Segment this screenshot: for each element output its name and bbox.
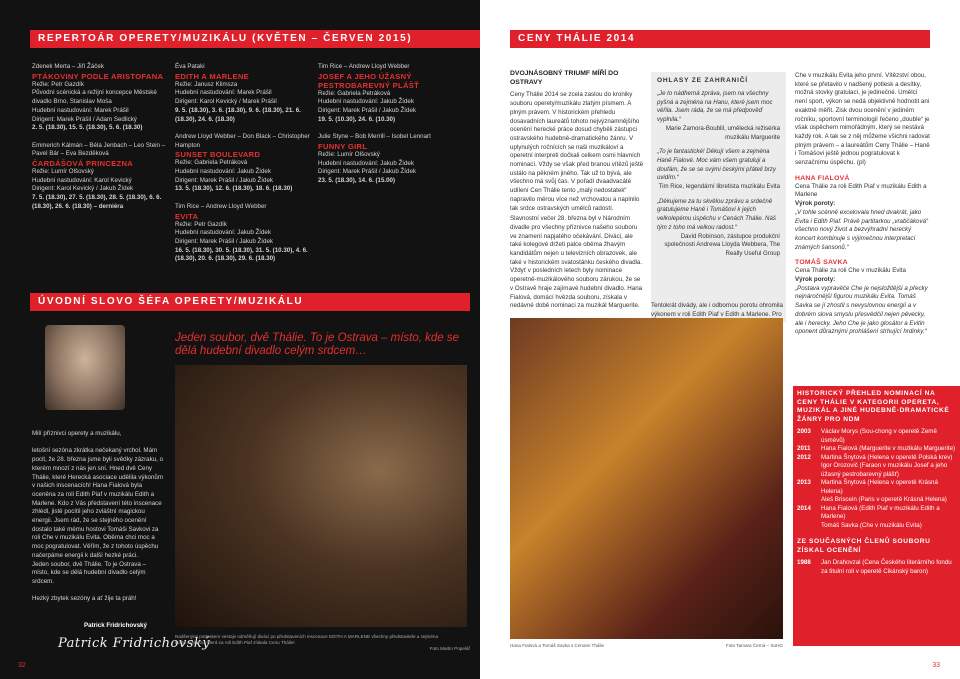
col2-line: EVITA [175,211,199,221]
col2-line: Hudební nastudování: Marek Prášil [175,89,272,97]
history-entry: Hana Fialová (Marguerite v muzikálu Marguerite) [821,445,956,452]
col2-line: EDITH A MARLENE [175,71,249,81]
col2-line: Režie: Janusz Klimsza [175,80,238,88]
col2-line: Éva Pataki [175,63,205,70]
history-entry: Jan Drahovzal (Cena Českého literárního fondu za titulní roli v operetě Cikánský baron) [821,559,952,575]
intro-paragraph: Hezký zbytek sezóny a ať žije ta práh! [32,595,137,603]
history-box [793,386,960,646]
history-row [793,462,960,479]
history-year: 2013 [797,479,811,486]
col1-line: Režie: Lumír Olšovský [32,168,94,176]
history-row [793,454,960,463]
col2-line: Hudební nastudování: Jakub Žídek [175,168,271,176]
col1-line: Emmerich Kálmán – Béla Jenbach – Leo Stein – Pavel Bár – Eva Bezděková [32,141,166,158]
ceny-column-1 [510,70,644,313]
ohlas-quote: „Je to nádherná zpráva, jsem na všechny pyšná a zejména na Hanu, které jsem moc věřila. Jsem ráda, že se má předpověď vyplnila.“ [657,90,773,124]
history-row [793,522,960,531]
ohlasy-list [651,90,786,259]
col3-line: Hudební nastudování: Jakub Žídek [318,98,414,106]
col3-line: Dirigent: Marek Prášil / Jakub Žídek [318,168,417,176]
col3-line: 23. 5. (18.30), 14. 6. (15.00) [318,177,396,185]
col1-line: Dirigent: Karol Kevický / Jakub Žídek [32,185,134,193]
ceny_col3-line: Cena Thálie za roli Edith Piaf v muzikálu Edith a Marlene [795,182,927,199]
repertoar-column-2 [175,63,310,264]
history-entry: Martina Šnytová (Helena v operetě Polská krev) [821,453,953,461]
history-year: 2014 [797,504,811,512]
ceny_col3-line: HANA FIALOVÁ [795,174,850,182]
winners-photo-credit: Foto Tamara Černá – SoHG [725,643,783,648]
history-year: 2012 [797,453,811,461]
ohlasy-box [651,72,786,322]
history-row [793,559,960,576]
ceny_col3-line: Výrok poroty: [795,200,836,208]
intro-paragraph [32,587,164,596]
ceny_col3-line: „Postava vypravěče Che je nejsložitější a přecky nejnáročnější figurou muzikálu Evita. Tomáš Savka se jí zhostil s nevyslovnou energií a v dobrém slova smyslu přesvědčil nejen pěvecky, ale i herecky. Jeho Che je jako glosátor a Evitin oponent důraznými prohlášení strhující hrdinky.“ [795,284,928,336]
page-number-right: 33 [932,662,940,669]
col1-line: Hudební nastudování: Karol Kevický [32,176,132,184]
ohlas-author: Marie Zamora-Boublil, umělecká režisérka muzikálu Marguerite [665,124,780,141]
history-title: HISTORICKÝ PŘEHLED NOMINACÍ NA CENY THÁLIE V KATEGORII OPERETA, MUZIKÁL A JINÉ HUDEBNĚ-DRAMATICKÉ ŽÁNRY PRO NDM [797,390,950,423]
col2-line: Dirigent: Marek Prášil / Jakub Žídek [175,176,274,184]
history2-title: ZE SOUČASNÝCH ČLENŮ SOUBORU ZÍSKAL OCENĚNÍ [797,538,931,554]
history-year: 1988 [797,559,811,566]
page-number-left: 32 [18,662,26,669]
history-year [797,462,821,479]
col2-line: Tim Rice – Andrew Lloyd Webber [175,202,267,210]
ceny_col1-line: Slavnostní večer 28. března byl v Národním divadle pro všechny příznivce našeho souboru ve znamení napjatého očekávání. Diváci, ale také kolegové držeti palce oběma žhavým kandidátům nejen u televizních obrazovek, ale také v historickém svatostánku českého divadla. Vždyť v posledních letech byly nominace operetně-muzikálového souboru zárukou, že se v Ostravě hraje zajímavé hudební divadlo. Hana Fialová, domácí hvězda souboru, získala v nedávné době nominaci za muzikál Marguerite. [510,215,643,310]
col3-line: Režie: Lumír Olšovský [318,150,380,158]
intro-paragraph: letošní sezóna zkrátka nečekaný vrchol. Mám pocit, že 28. března jsme byli svědky zázraku, o kterém mnozí z nás jen sní. Hned dvě Ceny Thálie, které Herecká asociace udělila výkonům v našich inscenacích! Hana Fialová byla oceněna za roli Edith Piaf v muzikálu Edith a Marlene. Kdo z Vás představení této inscenace zhlédl, jistě pocítil jeho zvláštní magickou energii. Jsem rád, že se stejného ocenění dostalo také mému hostovi Tomáši Savkovi za roli Che v muzikálu Evita. Oběma chci moc a moc pogratulovat. Věřím, že z tohoto úspěchu načerpáme energii k další hezké práci. [32,447,164,559]
col1-line: PTÁKOVINY PODLE ARISTOFANA [32,71,164,81]
intro-letter [32,430,164,604]
audience-photo [175,365,467,627]
col3-line: Hudební nastudování: Jakub Žídek [318,159,414,167]
col1-line: Režie: Petr Gazdík [32,80,84,88]
col2-line [175,124,310,133]
author-signature: Patrick Fridrichovský [58,636,211,651]
history-row [793,428,960,445]
ohlas-quote: „To je fantastické! Děkují všem a zejména Haně Fialové. Moc vám všem gratuluji a doufám, že se se svými českými přáteli brzy uvidím.“ [657,148,776,182]
col1-line [32,133,167,142]
col1-line: Dirigent: Marek Prášil / Adam Sedlický [32,115,137,123]
ceny_col3-line: „V tohle scénně excelovala hned dvakrát, jako Evita i Edith Piaf. Právě partitarkou „vrabčáková“ všechno nový život a bezvýhradní herecký koncert kombinuje s výjimečnou interpretací známých šansonů.“ [795,208,929,251]
tentokrat-text: Tentokrát divády, ale i odbornou porotu ohromila výkonem v roli Edith Piaf v Edith a Marlene. Pro [651,302,783,318]
col2-line: Dirigent: Karol Kevický / Marek Prášil [175,98,277,106]
ohlas-quote: „Děkujeme za tu skvělou zprávu a srdečně gratulujeme Haně i Tomášovi k jejich velkolepému úspěchu v Cenách Thálie. Náš tým z toho má velkou radost.“ [657,197,776,231]
col2-line: 13. 5. (18.30), 12. 6. (18.30), 18. 6. (18.30) [175,185,293,193]
ceny-column-3 [795,72,930,337]
winners-photo [510,318,783,639]
history-entry: Martina Šnytová (Helena v operetě Krásná Helena) [821,479,938,495]
history-year: 2003 [797,428,811,435]
col3-line: Tim Rice – Andrew Lloyd Webber [318,63,410,70]
ohlas-author: Tim Rice, legendární libretista muzikálu Evita [658,183,780,191]
history-year [797,496,821,505]
col1-line: Původní scénická a režijní koncepce Městské divadlo Brno, Stanislav Moša [32,89,157,106]
history2-list [793,559,960,576]
col2-line: Režie: Gabriela Petráková [175,159,248,167]
ceny_col3-line: Che v muzikálu Evita jeho první. Vítězství obou, které se přetavilo v nadšený potlesk a desítky, možná stovky gratulací, je jedinečné. Umělci není sport, výkon se nedá objektivně hodnotit ani exaktně měřit. Zisk dvou ocenění v jediném ročníku, sportovní terminologií řečeno „double“ je však úspěchem mimořádným, který se nestává každý rok. A tak se z něj můžeme všichni radovat plným právem – a laureátům Ceny Thálie – Haně i Tomášovi ještě jednou pogratulovat k senzačnímu úspěchu. (pl) [795,72,930,167]
ceny_col3-line: Výrok poroty: [795,276,836,284]
repertoar-bar: REPERTOÁR OPERETY/MUZIKÁLU (KVĚTEN – ČERVEN 2015) [30,30,480,48]
col3-line: FUNNY GIRL [318,141,368,151]
ceny_col1-line: DVOJNÁSOBNÝ TRIUMF MÍŘÍ DO OSTRAVY [510,70,619,86]
col2-line: Dirigent: Marek Prášil / Jakub Žídek [175,237,274,245]
col1-line: ČARDÁŠOVÁ PRINCEZNA [32,159,134,169]
author-name: Patrick Fridrichovský [84,622,147,629]
history-entry: Aleš Briscein (Paris v operetě Krásná Helena) [821,496,947,503]
col3-line: JOSEF A JEHO ÚŽASNÝ PESTROBAREVNÝ PLÁŠŤ [318,71,420,90]
ceny_col1-line: Ceny Thálie 2014 se zcela zaslou do kroniky souboru operety/muzikálu zlatým písmem. A plným právem. V historickém přehledu dosavadních laureátů tohoto nejvýznamnějšího ocenění herecké práce dosud chyběli zástupci ostravského hudebně-dramatického žánru. V uplynulých ročnících se naši muzikáloví a operetní interpreti dočkali celkem osmi hlavních nominací. Vždy se však před branou vítězů ještě ustálo na pěkném jiného. Tak už to bývá, ale všechno má svůj čas. V pořadí dvaadvacáté udílení Cen Thálie tento „malý nedostatek“ napravilo mérou více než vrchovatou a naplnilo tak srdce ostravských umělců radostí. [510,91,644,212]
history-entry: Hana Fialová (Edith Piaf v muzikálu Edith a Marlene) [821,504,940,520]
intro-paragraph: Milí příznivci operety a muzikálu, [32,430,122,437]
repertoar-column-1 [32,63,167,212]
col2-line: 9. 5. (18.30), 3. 6. (18.30), 9. 6. (18.30), 21. 6. (18.30), 24. 6. (18.30) [175,106,301,123]
col2-line [175,194,310,203]
history-year: 2011 [797,445,811,452]
ohlas-author: David Robinson, zástupce produkční společnosti Andrewa Lloyda Webbera, The Really Useful Group [664,232,780,257]
col3-line: Dirigent: Marek Prášil / Jakub Žídek [318,107,417,115]
history-row [793,496,960,505]
history-year [797,522,821,531]
col3-line: Julie Styne – Bob Merrill – Isobel Lennart [318,133,431,141]
col2-line: Režie: Petr Gazdík [175,220,227,228]
audience-photo-credit: Foto Martin Popelář [429,646,470,651]
col1-line: 2. 5. (18.30), 15. 5. (18.30), 5. 6. (18.30) [32,124,143,132]
intro-paragraph [32,439,164,448]
history-entry: Tomáš Savka (Che v muzikálu Evita) [821,521,922,529]
audience-photo-caption: Nadšenými potleskem vestoje odměňují diváci po představeních inscenace EDITH A MARLENE všechny představitele a zejména Hanu Fialovou, která za roli Edith Piaf získala Cenu Thálie! [175,634,438,645]
col3-line: Režie: Gabriela Petráková [318,89,391,97]
history-entry: Igor Orozovič (Faraon v muzikálu Josef a jeho úžasný pestrobarevný plášť) [821,462,948,478]
ohlasy-title: OHLASY ZE ZAHRANIČÍ [657,77,748,84]
history-list [793,428,960,530]
history-row [793,445,960,454]
author-portrait [45,325,125,410]
col2-line: 16. 5. (18.30), 30. 5. (18.30), 31. 5. (10.30), 4. 6. (18.30), 20. 6. (18.30), 29. 6. (18.30) [175,246,308,263]
intro-paragraph: Jeden soubor, dvě Thálie. To je Ostrava – místo, kde se dělá hudební divadlo celým srdcem. [32,560,146,585]
repertoar-column-3 [318,63,458,186]
col3-line: 19. 5. (10.30), 24. 6. (10.30) [318,115,396,123]
pull-quote: Jeden soubor, dvě Thálie. To je Ostrava – místo, kde se dělá hudební divadlo celým srdcem… [175,332,460,357]
col2-line: SUNSET BOULEVARD [175,150,261,160]
history-entry: Václav Morys (Sou-chong v operetě Země úsměvů) [821,428,937,444]
col1-line: Zdenek Merta – Jiří Žáček [32,63,104,70]
col2-line: Andrew Lloyd Webber – Don Black – Christopher Hampton [175,132,310,149]
col2-line: Hudební nastudování: Jakub Žídek [175,229,271,237]
ceny_col3-line: Cena Thálie za roli Che v muzikálu Evita [795,267,906,275]
ceny-thalie-bar: CENY THÁLIE 2014 [510,30,930,48]
history-row [793,505,960,522]
col1-line: Hudební nastudování: Marek Prášil [32,106,129,114]
uvodni-slovo-bar: ÚVODNÍ SLOVO ŠÉFA OPERETY/MUZIKÁLU [30,293,470,311]
history-row [793,479,960,496]
col1-line: 7. 5. (18.30), 27. 5. (18.30), 28. 5. (18.30), 6. 6. (18.30), 26. 6. (18.30) – derniéra [32,194,162,210]
ceny_col3-line: TOMÁŠ SAVKA [795,259,848,267]
winners-photo-caption: Hana Fialová a Tomáš Savka s Cenami Thálie [510,643,605,648]
col3-line [318,125,458,134]
